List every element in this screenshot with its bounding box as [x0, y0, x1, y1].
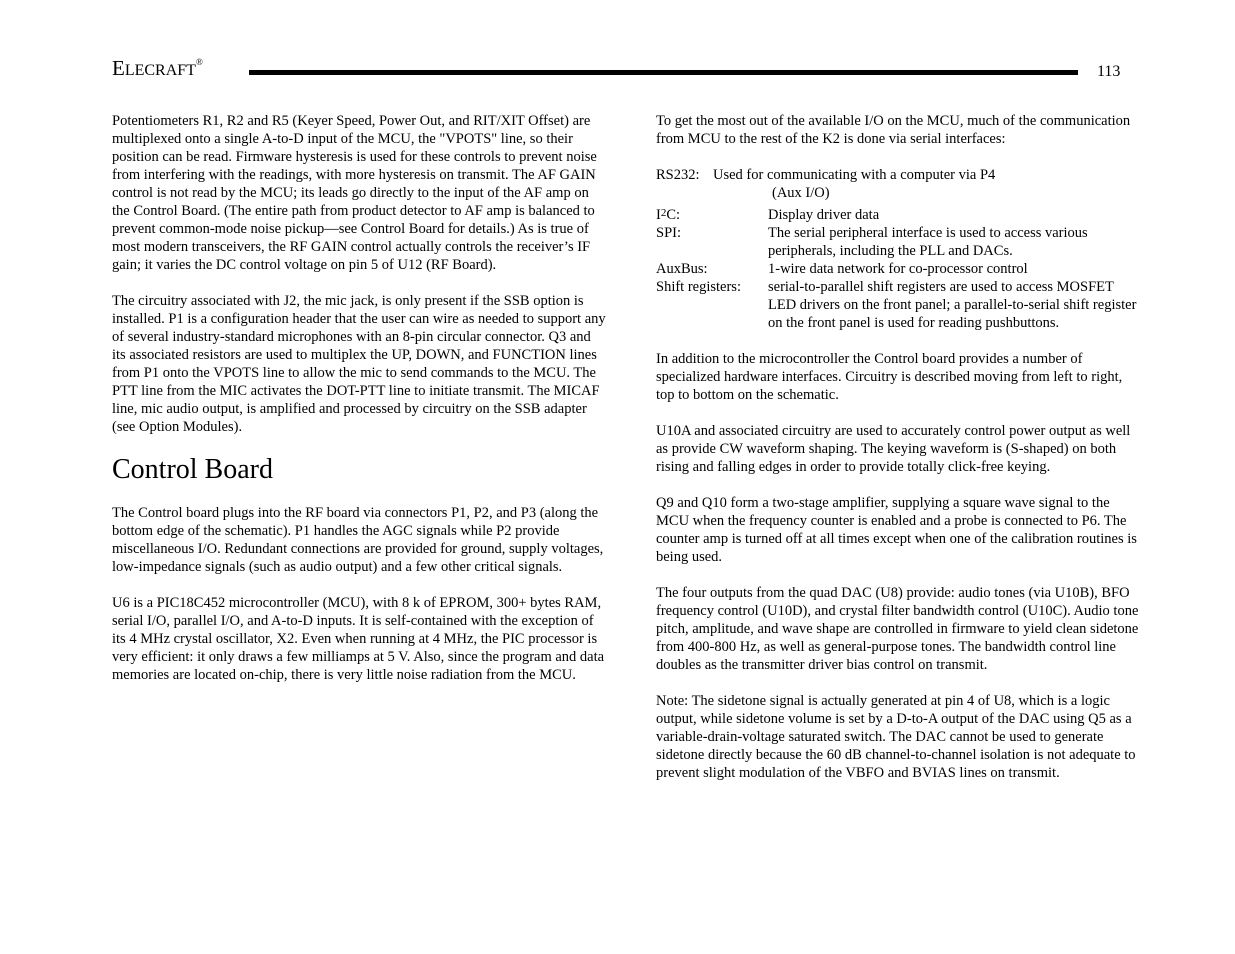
brand-initial: E — [112, 56, 125, 80]
paragraph-mic-jack: The circuitry associated with J2, the mic jack, is only present if the SSB option is installed. P1 is a configuration header that the user can wire as needed to support any of several industry-standard microphones with an 8-pin circular connector. Q3 and its associated resistors are used to multiplex the UP, DOWN, and FUNCTION lines from P1 onto the VPOTS line to allow the mic to send commands to the MCU. The PTT line from the MIC activates the DOT-PTT line to initiate transmit. The MICAF line, mic audio output, is amplified and processed by circuitry on the SSB adapter (see Option Modules). — [112, 293, 606, 435]
io-term-sup: 2 — [660, 207, 667, 219]
io-term: Shift registers: — [656, 279, 741, 295]
io-row-rs232 — [656, 166, 1142, 184]
right-column — [656, 112, 1142, 800]
io-term: AuxBus: — [656, 261, 708, 277]
paragraph-note: Note: The sidetone signal is actually generated at pin 4 of U8, which is a logic output, while sidetone volume is set by a D-to-A output of the DAC using Q5 as a variable-drain-voltage saturated switch. The DAC cannot be used to generate sidetone directly because the 60 dB channel-to-channel isolation is not adequate to prevent slight modulation of the VBFO and BVIAS lines on transmit. — [656, 693, 1136, 781]
io-term-i: I — [656, 207, 661, 223]
registered-mark: ® — [195, 57, 203, 67]
io-term — [656, 206, 768, 224]
paragraph-control-board: The Control board plugs into the RF board via connectors P1, P2, and P3 (along the bottom edge of the schematic). P1 handles the AGC signals while P2 provide miscellaneous I/O. Redundant connections are provided for ground, supply voltages, low-impedance signals (such as audio output) and a few other critical signals. — [112, 505, 604, 575]
left-column — [112, 112, 608, 702]
header-rule — [249, 70, 1078, 75]
paragraph-hardware-interfaces: In addition to the microcontroller the Control board provides a number of specialized hardware interfaces. Circuitry is described moving from left to right, top to bottom on the schematic. — [656, 351, 1123, 403]
brand-rest: LECRAFT — [124, 62, 196, 79]
paragraph-q9-q10: Q9 and Q10 form a two-stage amplifier, supplying a square wave signal to the MCU when the frequency counter is enabled and a probe is connected to P6. The counter amp is turned off at all times except when one of the calibration routines is being used. — [656, 495, 1137, 565]
brand-logo — [112, 58, 203, 79]
io-term: RS232: — [656, 167, 700, 183]
io-definition: 1-wire data network for co-processor control — [768, 261, 1028, 277]
io-row-i2c — [656, 206, 1142, 224]
page-number: 113 — [1097, 63, 1121, 80]
io-definition: The serial peripheral interface is used to access various peripherals, including the PLL and DACs. — [768, 225, 1088, 259]
serial-interface-list — [656, 166, 1142, 332]
io-definition: Display driver data — [768, 207, 880, 223]
io-definition: serial-to-parallel shift registers are used to access MOSFET LED drivers on the front panel; a parallel-to-serial shift register on the front panel is used for reading pushbuttons. — [768, 279, 1137, 331]
paragraph-u10a: U10A and associated circuitry are used to accurately control power output as well as provide CW waveform shaping. The keying waveform is (S-shaped) on both rising and falling edges in order to provide totally click-free keying. — [656, 423, 1131, 475]
io-term-c: C: — [666, 207, 681, 223]
io-row-auxbus — [656, 260, 1142, 278]
io-continuation: (Aux I/O) — [772, 185, 830, 201]
section-title: Control Board — [112, 454, 273, 485]
io-term: SPI: — [656, 225, 681, 241]
paragraph-potentiometers: Potentiometers R1, R2 and R5 (Keyer Speed, Power Out, and RIT/XIT Offset) are multiplexed onto a single A-to-D input of the MCU, the "VPOTS" line, so their position can be read. Firmware hysteresis is used for these controls to prevent noise from interfering with the readings, with more hysteresis on transmit. The AF GAIN control is not read by the MCU; its leads go directly to the input of the AF amp on the Control Board. (The entire path from product detector to AF amp is balanced to prevent common-mode noise pickup—see Control Board for details.) As is true of most modern transceivers, the RF GAIN control actually controls the receiver’s IF gain; it varies the DC control voltage on pin 5 of U12 (RF Board). — [112, 113, 597, 273]
io-row-spi — [656, 224, 1142, 260]
paragraph-dac: The four outputs from the quad DAC (U8) provide: audio tones (via U10B), BFO frequency control (U10D), and crystal filter bandwidth control (U10C). Audio tone pitch, amplitude, and wave shape are controlled in firmware to yield clean sidetone from 400-800 Hz, as well as general-purpose tones. The bandwidth control line doubles as the transmitter driver bias control on transmit. — [656, 585, 1139, 673]
paragraph-serial-intro: To get the most out of the available I/O on the MCU, much of the communication from MCU to the rest of the K2 is done via serial interfaces: — [656, 113, 1131, 147]
io-definition: Used for communicating with a computer via P4 — [713, 167, 996, 183]
paragraph-mcu: U6 is a PIC18C452 microcontroller (MCU), with 8 k of EPROM, 300+ bytes RAM, serial I/O, parallel I/O, and A-to-D inputs. It is self-contained with the exception of its 4 MHz crystal oscillator, X2. Even when running at 4 MHz, the PIC processor is very efficient: it only draws a few milliamps at 5 V. Also, since the program and data memories are located on-chip, there is very little noise radiation from the MCU. — [112, 595, 605, 683]
io-row-shift-registers — [656, 278, 1142, 332]
